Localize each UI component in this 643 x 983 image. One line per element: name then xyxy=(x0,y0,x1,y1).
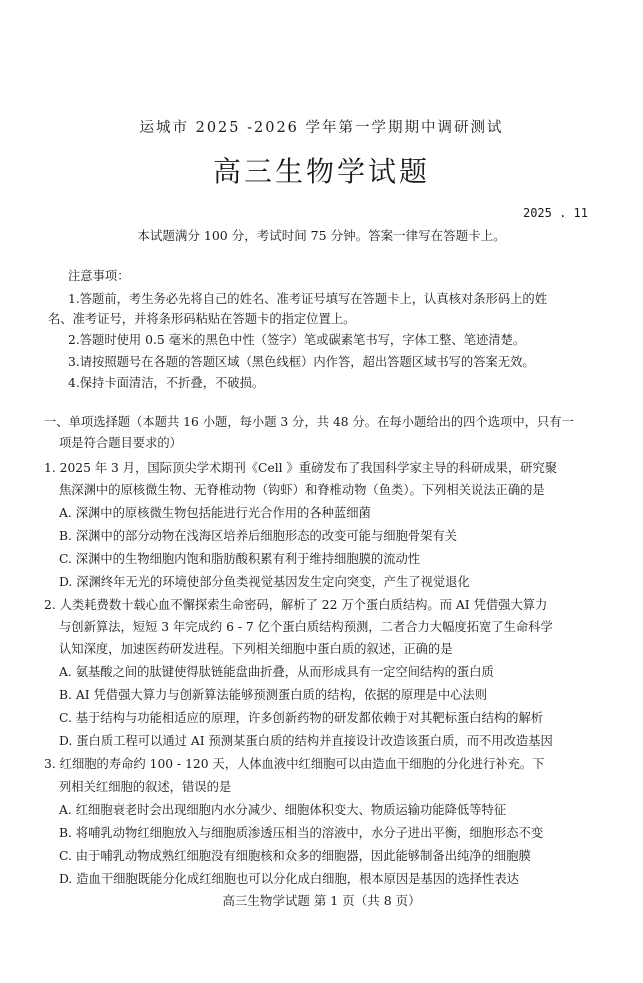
exam-intro: 本试题满分 100 分，考试时间 75 分钟。答案一律写在答题卡上。 xyxy=(137,228,506,243)
question-stem: 2. 人类耗费数十载心血不懈探索生命密码，解析了 22 万个蛋白质结构。而 AI 凭借强大算力 xyxy=(44,598,548,612)
question-stem: 列相关红细胞的叙述，错误的是 xyxy=(59,780,232,794)
option-a: A. 氨基酸之间的肽键使得肽链能盘曲折叠，从而形成具有一定空间结构的蛋白质 xyxy=(59,665,494,679)
notes-item: 名、准考证号，并将条形码粘贴在答题卡的指定位置上。 xyxy=(48,312,356,326)
option-c: C. 深渊中的生物细胞内饱和脂肪酸积累有利于维持细胞膜的流动性 xyxy=(59,552,421,566)
exam-header: 运城市 2025 -2026 学年第一学期期中调研测试 xyxy=(139,120,504,136)
option-c: C. 基于结构与功能相适应的原理，许多创新药物的研发都依赖于对其靶标蛋白结构的解析 xyxy=(59,711,544,725)
option-b: B. AI 凭借强大算力与创新算法能够预测蛋白质的结构，依据的原理是中心法则 xyxy=(59,688,488,702)
question-stem: 与创新算法，短短 3 年完成约 6 - 7 亿个蛋白质结构预测，二者合力大幅度拓宽了生命科学 xyxy=(59,620,553,634)
page-title: 高三生物学试题 xyxy=(212,155,430,188)
notes-item: 2.答题时使用 0.5 毫米的黑色中性（签字）笔或碳素笔书写，字体工整、笔迹清楚。 xyxy=(68,333,526,347)
option-d: D. 造血干细胞既能分化成红细胞也可以分化成白细胞，根本原因是基因的选择性表达 xyxy=(59,872,519,886)
notes-item: 1.答题前，考生务必先将自己的姓名、准考证号填写在答题卡上，认真核对条形码上的姓 xyxy=(68,292,548,306)
option-a: A. 深渊中的原核微生物包括能进行光合作用的各种蓝细菌 xyxy=(59,506,371,520)
option-b: B. 将哺乳动物红细胞放入与细胞质渗透压相当的溶液中，水分子进出平衡，细胞形态不变 xyxy=(59,826,544,840)
question-stem: 焦深渊中的原核微生物、无脊椎动物（钩虾）和脊椎动物（鱼类）。下列相关说法正确的是 xyxy=(59,483,545,497)
option-b: B. 深渊中的部分动物在浅海区培养后细胞形态的改变可能与细胞骨架有关 xyxy=(59,529,458,543)
question-stem: 1. 2025 年 3 月，国际顶尖学术期刊《Cell 》重磅发布了我国科学家主导的科研成果，研究聚 xyxy=(44,461,558,475)
notes-heading: 注意事项： xyxy=(68,269,130,283)
option-a: A. 红细胞衰老时会出现细胞内水分减少、细胞体积变大、物质运输功能降低等特征 xyxy=(59,803,507,817)
notes-item: 4.保持卡面清洁，不折叠，不破损。 xyxy=(68,376,265,390)
option-d: D. 深渊终年无光的环境使部分鱼类视觉基因发生定向突变，产生了视觉退化 xyxy=(59,575,470,589)
notes-item: 3.请按照题号在各题的答题区域（黑色线框）内作答，超出答题区域书写的答案无效。 xyxy=(68,355,535,369)
question-stem: 认知深度，加速医药研发进程。下列相关细胞中蛋白质的叙述，正确的是 xyxy=(59,642,453,656)
section-heading-cont: 项是符合题目要求的） xyxy=(59,436,182,450)
option-d: D. 蛋白质工程可以通过 AI 预测某蛋白质的结构并直接设计改造该蛋白质，而不用改造基因 xyxy=(59,734,553,748)
option-c: C. 由于哺乳动物成熟红细胞没有细胞核和众多的细胞器，因此能够制备出纯净的细胞膜 xyxy=(59,849,531,863)
page-footer: 高三生物学试题 第 1 页（共 8 页） xyxy=(222,893,421,908)
exam-date: 2025 . 11 xyxy=(522,206,588,220)
section-heading: 一、单项选择题（本题共 16 小题，每小题 3 分，共 48 分。在每小题给出的四个选项中，只有一 xyxy=(44,415,574,429)
question-stem: 3. 红细胞的寿命约 100 - 120 天，人体血液中红细胞可以由造血干细胞的分化进行补充。下 xyxy=(44,757,545,771)
